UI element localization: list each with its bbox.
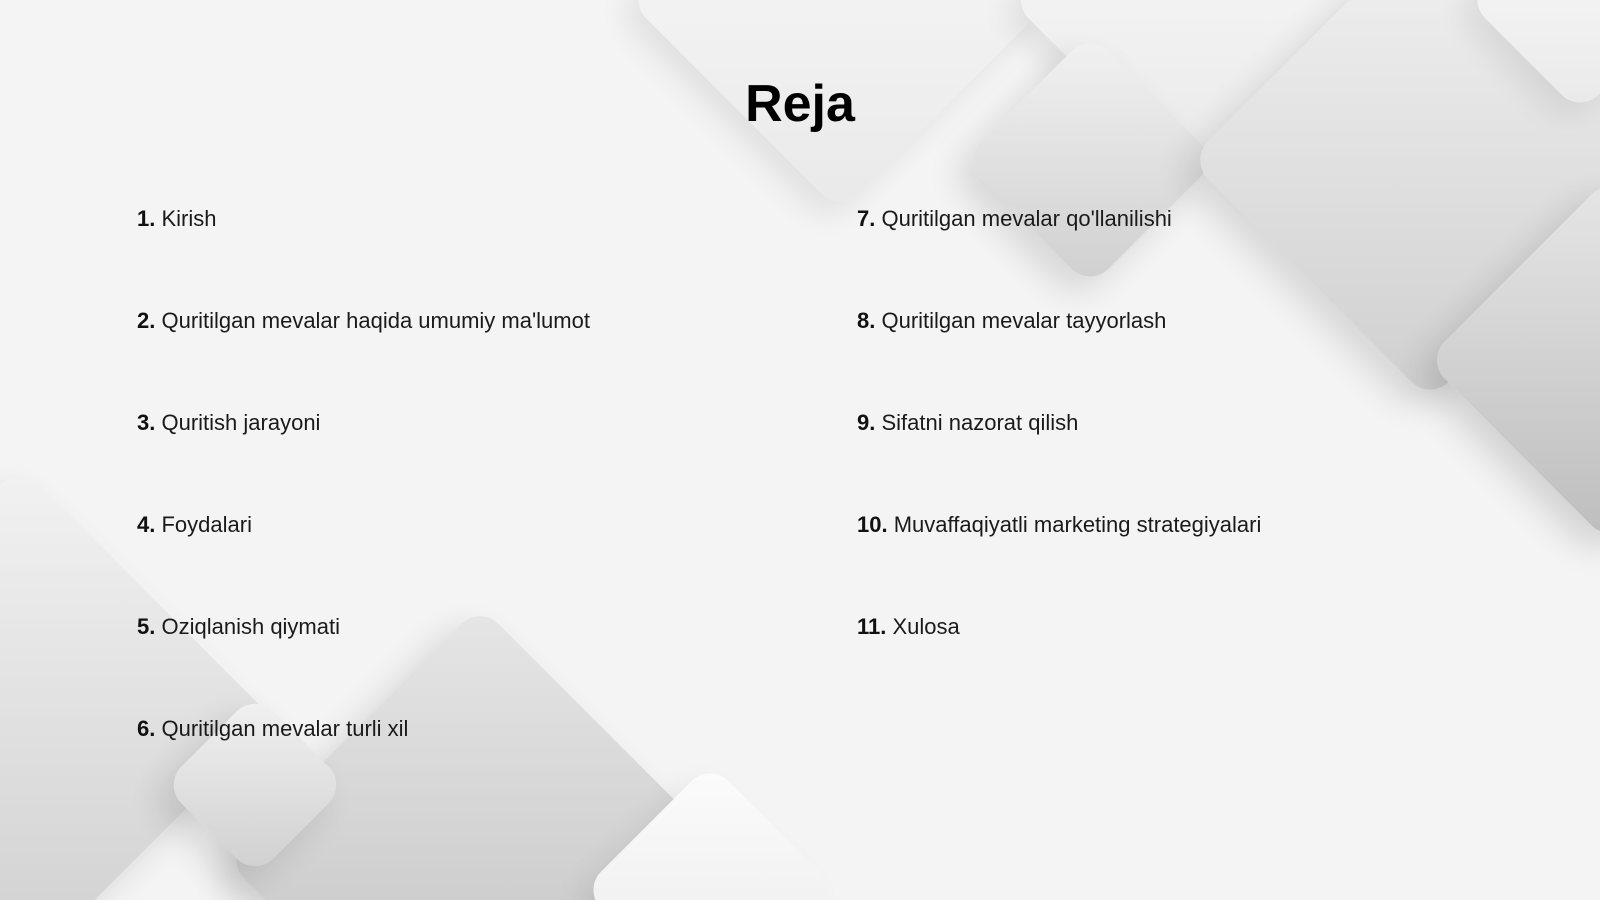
- list-item: [137, 511, 777, 613]
- item-text: Kirish: [161, 206, 217, 231]
- item-number: 4.: [137, 512, 156, 537]
- list-item: [857, 511, 1497, 613]
- item-number: 11.: [857, 614, 887, 639]
- item-number: 6.: [137, 716, 156, 741]
- item-number: 2.: [137, 308, 156, 333]
- list-item: [137, 409, 777, 511]
- list-item: [137, 205, 777, 307]
- list-item: [857, 409, 1497, 511]
- item-number: 1.: [137, 206, 156, 231]
- list-item: [857, 307, 1497, 409]
- item-text: Xulosa: [892, 614, 960, 639]
- item-text: Foydalari: [161, 512, 252, 537]
- item-number: 8.: [857, 308, 876, 333]
- item-text: Muvaffaqiyatli marketing strategiyalari: [893, 512, 1262, 537]
- item-number: 5.: [137, 614, 156, 639]
- item-number: 3.: [137, 410, 156, 435]
- outline-list-right: [857, 205, 1497, 715]
- outline-list-left: [137, 205, 777, 817]
- list-item: [857, 205, 1497, 307]
- list-item: [137, 307, 777, 409]
- item-text: Quritilgan mevalar qo'llanilishi: [881, 206, 1172, 231]
- list-item: [137, 613, 777, 715]
- item-text: Sifatni nazorat qilish: [881, 410, 1079, 435]
- list-item: [137, 715, 777, 817]
- item-text: Oziqlanish qiymati: [161, 614, 340, 639]
- list-item: [857, 613, 1497, 715]
- item-number: 9.: [857, 410, 876, 435]
- item-text: Quritilgan mevalar turli xil: [161, 716, 409, 741]
- item-text: Quritish jarayoni: [161, 410, 321, 435]
- item-number: 7.: [857, 206, 876, 231]
- page-title: Reja: [745, 75, 855, 133]
- item-number: 10.: [857, 512, 888, 537]
- item-text: Quritilgan mevalar tayyorlash: [881, 308, 1167, 333]
- item-text: Quritilgan mevalar haqida umumiy ma'lumot: [161, 308, 590, 333]
